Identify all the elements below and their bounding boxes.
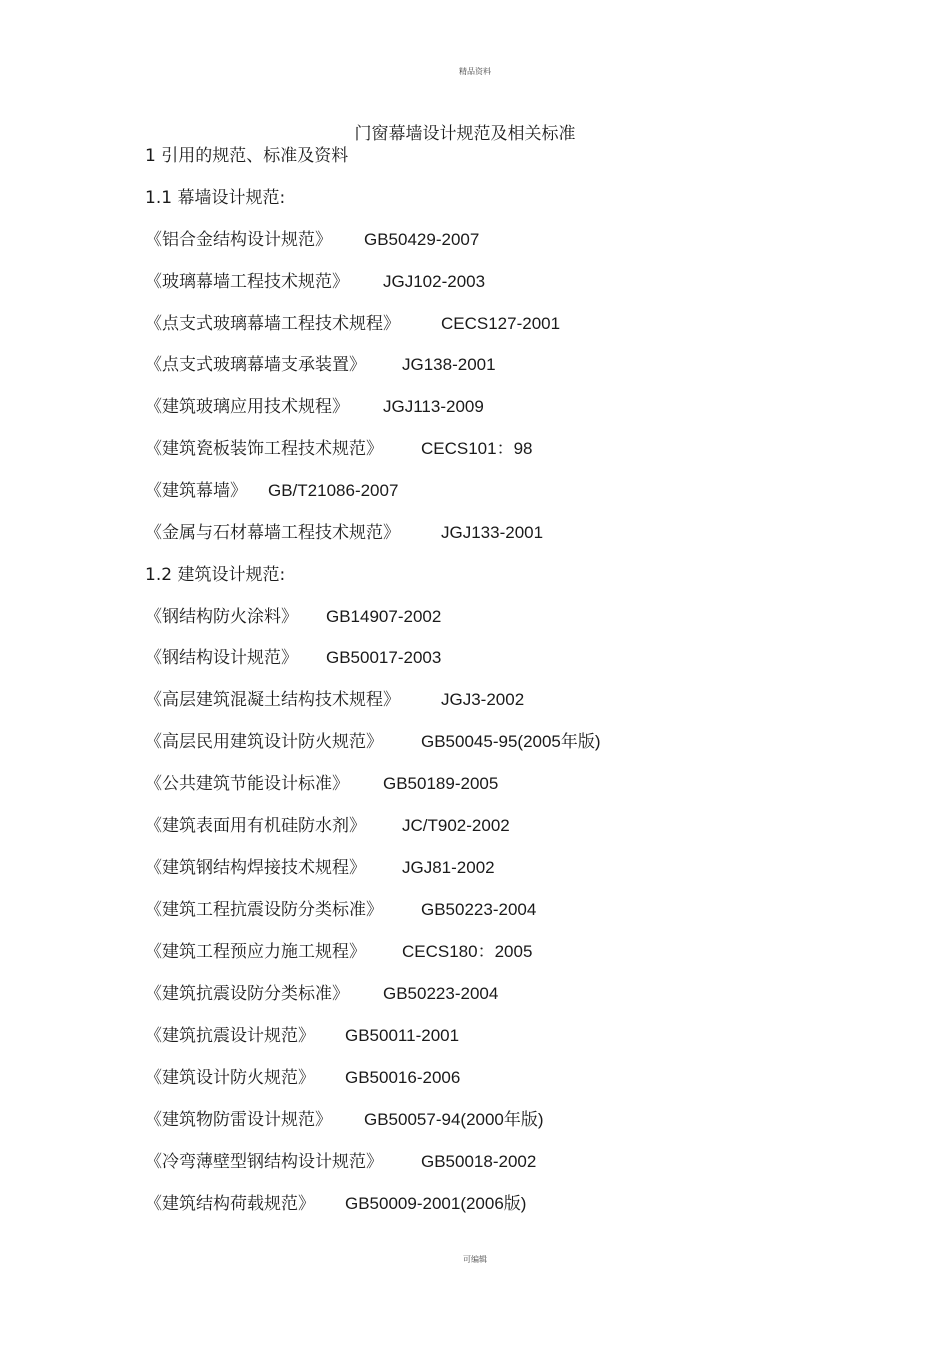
standard-code: JGJ113-2009 <box>383 397 484 416</box>
standard-code: JG138-2001 <box>402 355 496 374</box>
standard-code: GB50016-2006 <box>345 1068 461 1087</box>
standard-code: GB50018-2002 <box>421 1152 537 1171</box>
standard-code: GB50011-2001 <box>345 1026 460 1045</box>
list-item <box>145 982 499 1006</box>
standard-name: 《高层建筑混凝土结构技术规程》 <box>145 690 400 710</box>
standard-code: GB/T21086-2007 <box>268 481 399 500</box>
standard-code: GB50223-2004 <box>383 984 499 1003</box>
list-item <box>145 646 442 670</box>
list-item <box>145 898 537 922</box>
standard-name: 《建筑抗震设防分类标准》 <box>145 984 349 1004</box>
section-heading: 1 引用的规范、标准及资料 <box>145 146 349 166</box>
page-header: 精品资料 <box>459 67 491 76</box>
list-item <box>145 940 533 964</box>
list-item <box>145 772 499 796</box>
standard-code: GB50045-95(2005年版) <box>421 732 601 751</box>
standard-code: GB14907-2002 <box>326 607 442 626</box>
list-item <box>145 1024 460 1048</box>
subsection-heading: 1.1 幕墙设计规范: <box>145 188 286 208</box>
page-title: 门窗幕墙设计规范及相关标准 <box>354 124 576 144</box>
list-item <box>145 270 486 294</box>
standard-code: GB50057-94(2000年版) <box>364 1110 544 1129</box>
list-item <box>145 1108 544 1132</box>
list-item <box>145 353 496 377</box>
standard-name: 《铝合金结构设计规范》 <box>145 230 332 250</box>
standard-name: 《冷弯薄壁型钢结构设计规范》 <box>145 1152 383 1172</box>
standard-name: 《建筑玻璃应用技术规程》 <box>145 397 349 417</box>
standard-code: JGJ3-2002 <box>441 690 525 709</box>
standard-name: 《建筑设计防火规范》 <box>145 1068 315 1088</box>
standard-name: 《建筑工程预应力施工规程》 <box>145 942 366 962</box>
standard-name: 《玻璃幕墙工程技术规范》 <box>145 272 349 292</box>
list-item <box>145 814 510 838</box>
standard-code: CECS127-2001 <box>441 314 561 333</box>
list-item <box>145 395 484 419</box>
standard-code: JGJ81-2002 <box>402 858 495 877</box>
standard-name: 《点支式玻璃幕墙支承装置》 <box>145 355 366 375</box>
list-item <box>145 479 399 503</box>
list-item <box>145 521 544 545</box>
standard-code: JGJ102-2003 <box>383 272 486 291</box>
list-item <box>145 1066 461 1090</box>
page-footer: 可编辑 <box>463 1255 487 1264</box>
standard-code: GB50429-2007 <box>364 230 480 249</box>
standard-code: GB50223-2004 <box>421 900 537 919</box>
list-item <box>145 437 533 461</box>
standard-name: 《建筑结构荷载规范》 <box>145 1194 315 1214</box>
standard-code: GB50009-2001(2006版) <box>345 1194 527 1213</box>
standard-name: 《公共建筑节能设计标准》 <box>145 774 349 794</box>
standard-code: JGJ133-2001 <box>441 523 544 542</box>
subsection-heading: 1.2 建筑设计规范: <box>145 565 286 585</box>
standard-code: CECS180：2005 <box>402 942 533 961</box>
standard-code: GB50189-2005 <box>383 774 499 793</box>
standard-name: 《建筑工程抗震设防分类标准》 <box>145 900 383 920</box>
list-item <box>145 730 601 754</box>
standard-name: 《建筑物防雷设计规范》 <box>145 1110 332 1130</box>
list-item <box>145 1150 537 1174</box>
standard-name: 《金属与石材幕墙工程技术规范》 <box>145 523 400 543</box>
standard-code: CECS101：98 <box>421 439 533 458</box>
standard-name: 《建筑抗震设计规范》 <box>145 1026 315 1046</box>
list-item <box>145 856 495 880</box>
standard-name: 《建筑钢结构焊接技术规程》 <box>145 858 366 878</box>
standard-name: 《钢结构设计规范》 <box>145 648 298 668</box>
list-item <box>145 1192 527 1216</box>
standard-name: 《高层民用建筑设计防火规范》 <box>145 732 383 752</box>
standard-name: 《钢结构防火涂料》 <box>145 607 298 627</box>
list-item <box>145 688 525 712</box>
list-item <box>145 312 561 336</box>
standard-name: 《建筑瓷板装饰工程技术规范》 <box>145 439 383 459</box>
standard-name: 《点支式玻璃幕墙工程技术规程》 <box>145 314 400 334</box>
list-item <box>145 228 480 252</box>
standard-code: JC/T902-2002 <box>402 816 510 835</box>
standard-name: 《建筑表面用有机硅防水剂》 <box>145 816 366 836</box>
standard-name: 《建筑幕墙》 <box>145 481 247 501</box>
standard-code: GB50017-2003 <box>326 648 442 667</box>
list-item <box>145 605 442 629</box>
